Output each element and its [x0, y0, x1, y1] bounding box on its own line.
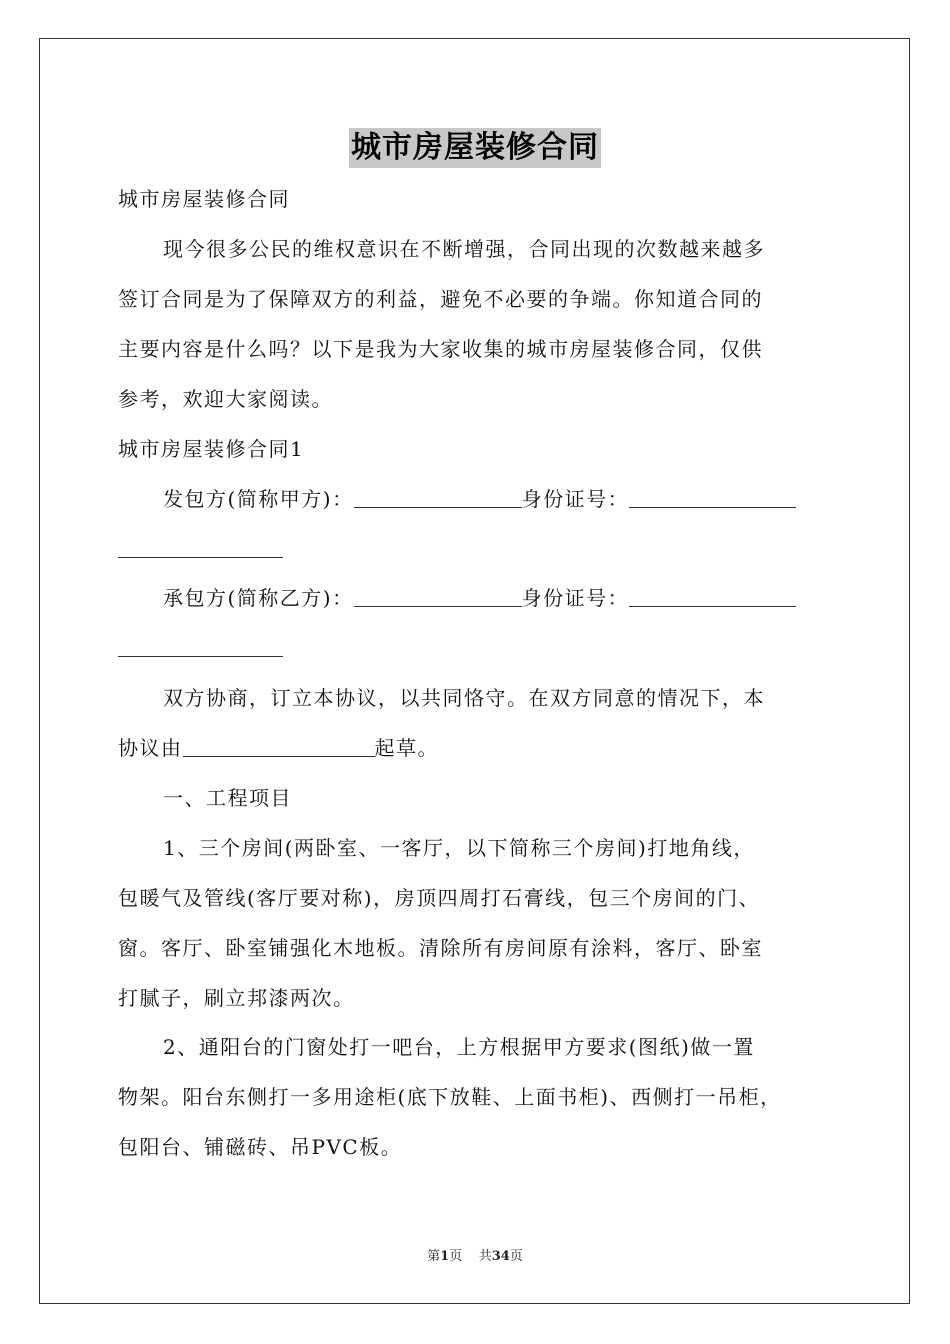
- intro-line: 现今很多公民的维权意识在不断增强，合同出现的次数越来越多: [163, 237, 765, 261]
- page-footer: [0, 1248, 950, 1266]
- party-a-id-label: 身份证号：: [521, 487, 630, 511]
- agreement-line: 双方协商，订立本协议，以共同恪守。在双方同意的情况下，本: [163, 686, 765, 710]
- drafter-blank[interactable]: [183, 736, 375, 757]
- page-current: 1: [440, 1249, 450, 1264]
- item1-line: 包暖气及管线(客厅要对称)，房顶四周打石膏线，包三个房间的门、: [118, 886, 761, 910]
- party-b-row: [163, 584, 796, 612]
- party-b-id-blank[interactable]: [629, 586, 796, 607]
- intro-line: 主要内容是什么吗？以下是我为大家收集的城市房屋装修合同，仅供: [118, 337, 763, 361]
- party-a-name-blank[interactable]: [354, 487, 522, 508]
- document-title: 城市房屋装修合同: [349, 128, 601, 168]
- item2-line: 2、通阳台的门窗处打一吧台，上方根据甲方要求(图纸)做一置: [163, 1035, 755, 1059]
- page-border: [39, 38, 910, 1304]
- agreement-suffix: 起草。: [374, 736, 439, 760]
- party-b-name-blank[interactable]: [354, 586, 522, 607]
- intro-line: 参考，欢迎大家阅读。: [118, 387, 333, 411]
- title-container: [0, 128, 950, 168]
- total-suffix: 页: [509, 1249, 523, 1264]
- party-b-id-continuation: [118, 634, 283, 662]
- item1-line: 1、三个房间(两卧室、一客厅，以下简称三个房间)打地角线，: [163, 836, 755, 860]
- item2-line: 物架。阳台东侧打一多用途柜(底下放鞋、上面书柜)、西侧打一吊柜，: [118, 1085, 782, 1109]
- party-b-id-label: 身份证号：: [521, 586, 630, 610]
- total-prefix: 共: [478, 1249, 492, 1264]
- party-a-id-blank-cont[interactable]: [118, 537, 283, 558]
- item1-line: 窗。客厅、卧室铺强化木地板。清除所有房间原有涂料，客厅、卧室: [118, 936, 763, 960]
- party-b-id-blank-cont[interactable]: [118, 636, 283, 657]
- party-a-id-continuation: [118, 535, 283, 563]
- agreement-prefix: 协议由: [118, 736, 183, 760]
- section-heading: 城市房屋装修合同1: [118, 437, 305, 461]
- party-a-id-blank[interactable]: [629, 487, 796, 508]
- page-total: 34: [491, 1249, 510, 1264]
- document-subtitle: 城市房屋装修合同: [118, 187, 290, 211]
- intro-line: 签订合同是为了保障双方的利益，避免不必要的争端。你知道合同的: [118, 287, 763, 311]
- page-suffix: 页: [449, 1249, 463, 1264]
- party-a-label: 发包方(简称甲方)：: [163, 487, 354, 511]
- item-heading: 一、工程项目: [163, 786, 292, 810]
- page-prefix: 第: [427, 1249, 441, 1264]
- agreement-line-2: [118, 734, 439, 762]
- item2-line: 包阳台、铺磁砖、吊PVC板。: [118, 1135, 403, 1159]
- item1-line: 打腻子，刷立邦漆两次。: [118, 986, 355, 1010]
- party-b-label: 承包方(简称乙方)：: [163, 586, 354, 610]
- party-a-row: [163, 485, 796, 513]
